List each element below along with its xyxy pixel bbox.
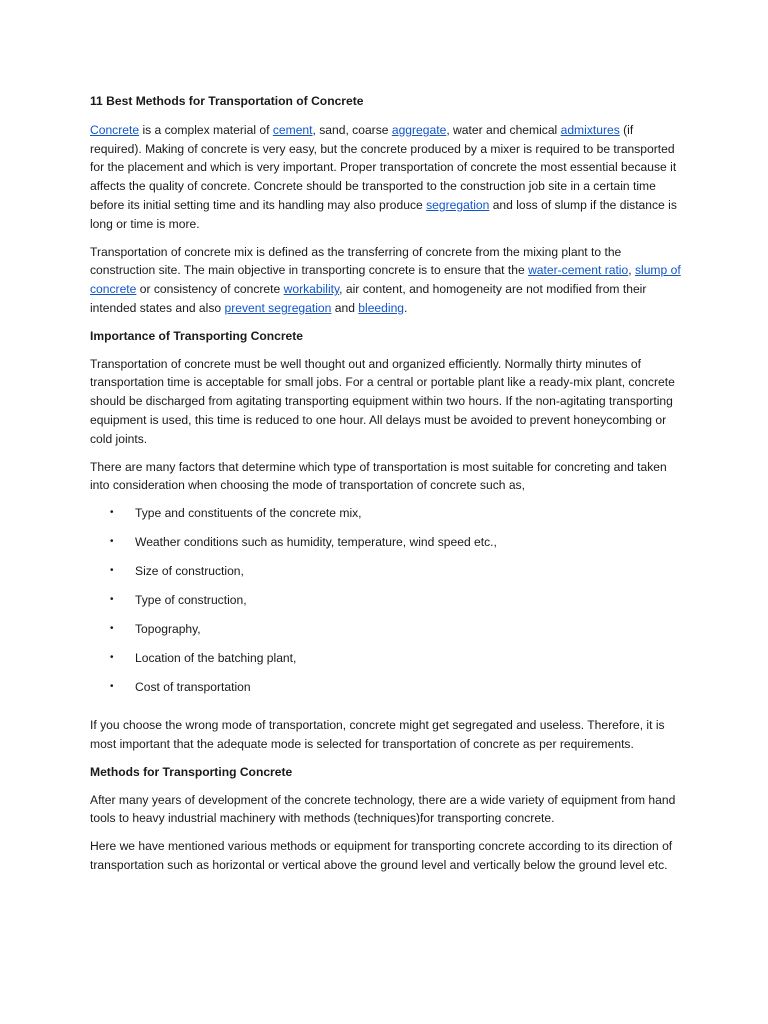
list-item-text: Size of construction, xyxy=(135,564,244,579)
bullet-icon: • xyxy=(110,507,114,519)
list-item xyxy=(90,533,688,562)
importance-paragraph: Transportation of concrete must be well thought out and organized efficiently. Normally thirty minutes of transportation time is acceptable for small jobs. For a central or portable plant like a ready-mix plant, concrete should be discharged from agitating transporting equipment within two hours. If the non-agitating transporting equipment is used, this time is reduced to one hour. All delays must be avoided to prevent honeycombing or cold joints. xyxy=(90,356,675,446)
intro-text-4: (if required). Making of concrete is very easy, but the concrete produced by a mixer is required to be transported for the placement and which is very important. Proper transportation of concrete the most essential because it affects the quality of concrete. Concrete should be transported to the construction job site in a certain time before its initial setting time and its handling may also produce xyxy=(90,122,677,212)
bullet-icon: • xyxy=(110,565,114,577)
list-item-text: Weather conditions such as humidity, temperature, wind speed etc., xyxy=(135,535,497,550)
methods-heading: Methods for Transporting Concrete xyxy=(90,764,293,779)
definition-text-1: Transportation of concrete mix is defined as the transferring of concrete from the mixing plant to the construction site. The main objective in transporting concrete is to ensure that the xyxy=(90,244,622,278)
list-item-text: Location of the batching plant, xyxy=(135,651,297,666)
list-item-text: Type and constituents of the concrete mix, xyxy=(135,506,362,521)
list-item-text: Type of construction, xyxy=(135,593,247,608)
definition-text-4: , air content, and homogeneity are not modified from their intended states and also xyxy=(90,282,647,315)
definition-text-5: and xyxy=(331,300,359,315)
link-bleeding[interactable]: bleeding xyxy=(358,300,405,315)
intro-text-3: , water and chemical xyxy=(446,122,561,137)
bullet-icon: • xyxy=(110,623,114,635)
definition-text-2: , xyxy=(628,263,635,278)
intro-text-1: is a complex material of xyxy=(139,122,273,137)
list-item xyxy=(90,562,688,591)
methods-paragraph-2: Here we have mentioned various methods or equipment for transporting concrete according to its direction of transportation such as horizontal or vertical above the ground level and vertically below the ground level etc. xyxy=(90,839,673,872)
link-water-cement-ratio[interactable]: water-cement ratio xyxy=(528,263,629,278)
intro-text-2: , sand, coarse xyxy=(312,122,392,137)
bullet-icon: • xyxy=(110,652,114,664)
link-prevent-segregation[interactable]: prevent segregation xyxy=(224,300,332,315)
bullet-icon: • xyxy=(110,681,114,693)
link-aggregate[interactable]: aggregate xyxy=(391,122,447,137)
link-workability[interactable]: workability xyxy=(283,282,340,297)
link-segregation[interactable]: segregation xyxy=(426,197,490,212)
importance-heading: Importance of Transporting Concrete xyxy=(90,328,304,343)
page-title: 11 Best Methods for Transportation of Concrete xyxy=(90,94,364,108)
list-item xyxy=(90,620,688,649)
list-item xyxy=(90,504,688,533)
link-admixtures[interactable]: admixtures xyxy=(560,122,620,137)
list-item xyxy=(90,649,688,678)
bullet-icon: • xyxy=(110,536,114,548)
link-slump-of-concrete[interactable]: slump of concrete xyxy=(90,263,681,297)
bullet-icon: • xyxy=(110,594,114,606)
list-item xyxy=(90,591,688,620)
definition-paragraph xyxy=(90,243,688,318)
factors-intro-paragraph: There are many factors that determine which type of transportation is most suitable for concreting and taken into consideration when choosing the mode of transportation of concrete such as, xyxy=(90,459,667,493)
methods-paragraph-1: After many years of development of the concrete technology, there are a wide variety of equipment from hand tools to heavy industrial machinery with methods (techniques)for transporting concrete. xyxy=(90,792,676,826)
link-cement[interactable]: cement xyxy=(272,122,313,137)
intro-paragraph xyxy=(90,121,688,234)
factors-list xyxy=(90,504,688,707)
list-item xyxy=(90,678,688,707)
definition-text-3: or consistency of concrete xyxy=(136,282,284,297)
intro-text-5: and loss of slump if the distance is long or time is more. xyxy=(90,197,677,231)
definition-text-6: . xyxy=(404,300,408,315)
list-item-text: Cost of transportation xyxy=(135,680,251,695)
link-concrete[interactable]: Concrete xyxy=(90,122,140,137)
wrong-mode-paragraph: If you choose the wrong mode of transportation, concrete might get segregated and useless. Therefore, it is most important that the adequate mode is selected for transportation of concrete as per requirements. xyxy=(90,718,665,751)
list-item-text: Topography, xyxy=(135,622,201,637)
